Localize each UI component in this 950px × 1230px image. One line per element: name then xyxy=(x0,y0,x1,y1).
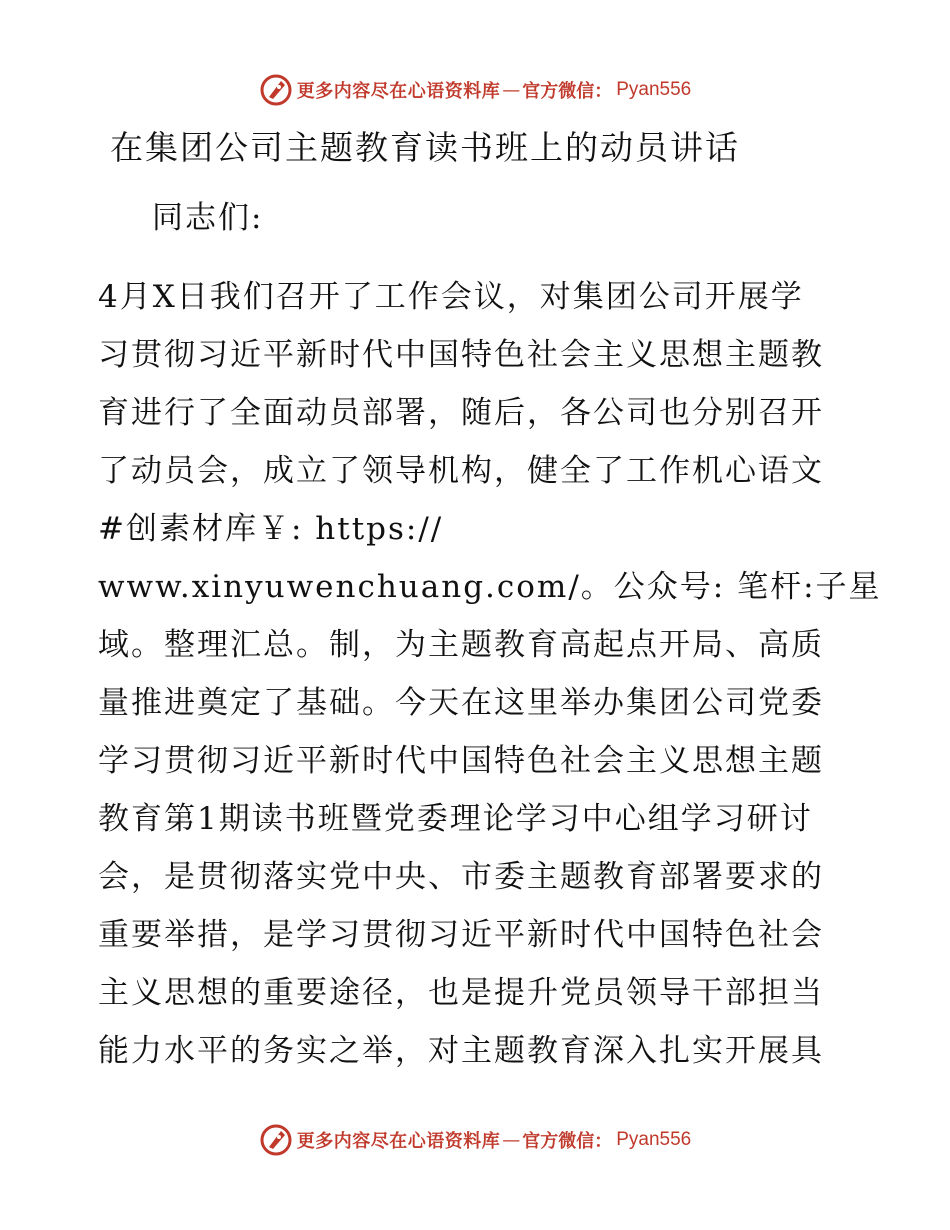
paragraph-line: 量推进奠定了基础。今天在这里举办集团公司党委 xyxy=(98,685,824,721)
paragraph-line: 4月X日我们召开了工作会议，对集团公司开展学 xyxy=(98,279,804,315)
banner-official-label: 官方微信： xyxy=(522,1131,613,1152)
banner-text: 更多内容尽在心语资料库 xyxy=(296,81,501,102)
banner-official-label: 官方微信： xyxy=(522,81,613,102)
header-banner xyxy=(0,70,950,110)
paragraph-line: www.xinyuwenchuang.com/。公众号: 笔杆:子星 xyxy=(98,569,882,605)
banner-dash: — xyxy=(502,1129,521,1151)
paragraph-line: 教育第1期读书班暨党委理论学习中心组学习研讨 xyxy=(98,801,813,837)
paragraph-line: 能力水平的务实之举，对主题教育深入扎实开展具 xyxy=(98,1033,824,1069)
banner-dash: — xyxy=(502,79,521,101)
paragraph-line: 重要举措，是学习贯彻习近平新时代中国特色社会 xyxy=(98,917,824,953)
footer-banner xyxy=(0,1120,950,1160)
paragraph-line: 会，是贯彻落实党中央、市委主题教育部署要求的 xyxy=(98,859,824,895)
pen-nib-logo-icon xyxy=(259,73,293,107)
paragraph-line: 域。整理汇总。制，为主题教育高起点开局、高质 xyxy=(98,627,824,663)
salutation: 同志们: xyxy=(152,200,264,236)
paragraph-line: 了动员会，成立了领导机构，健全了工作机心语文 xyxy=(98,453,824,489)
banner-wechat-id: Pyan556 xyxy=(616,1129,692,1150)
paragraph-line: 学习贯彻习近平新时代中国特色社会主义思想主题 xyxy=(98,743,824,779)
body-paragraph xyxy=(98,268,882,1080)
paragraph-line: 习贯彻习近平新时代中国特色社会主义思想主题教 xyxy=(98,337,824,373)
paragraph-line: 育进行了全面动员部署，随后，各公司也分别召开 xyxy=(98,395,824,431)
banner-wechat-id: Pyan556 xyxy=(616,79,692,100)
document-title: 在集团公司主题教育读书班上的动员讲话 xyxy=(110,128,740,167)
pen-nib-logo-icon xyxy=(259,1123,293,1157)
paragraph-line: 主义思想的重要途径，也是提升党员领导干部担当 xyxy=(98,975,824,1011)
paragraph-line: #创素材库￥: https:// xyxy=(98,511,444,547)
banner-text: 更多内容尽在心语资料库 xyxy=(296,1131,501,1152)
